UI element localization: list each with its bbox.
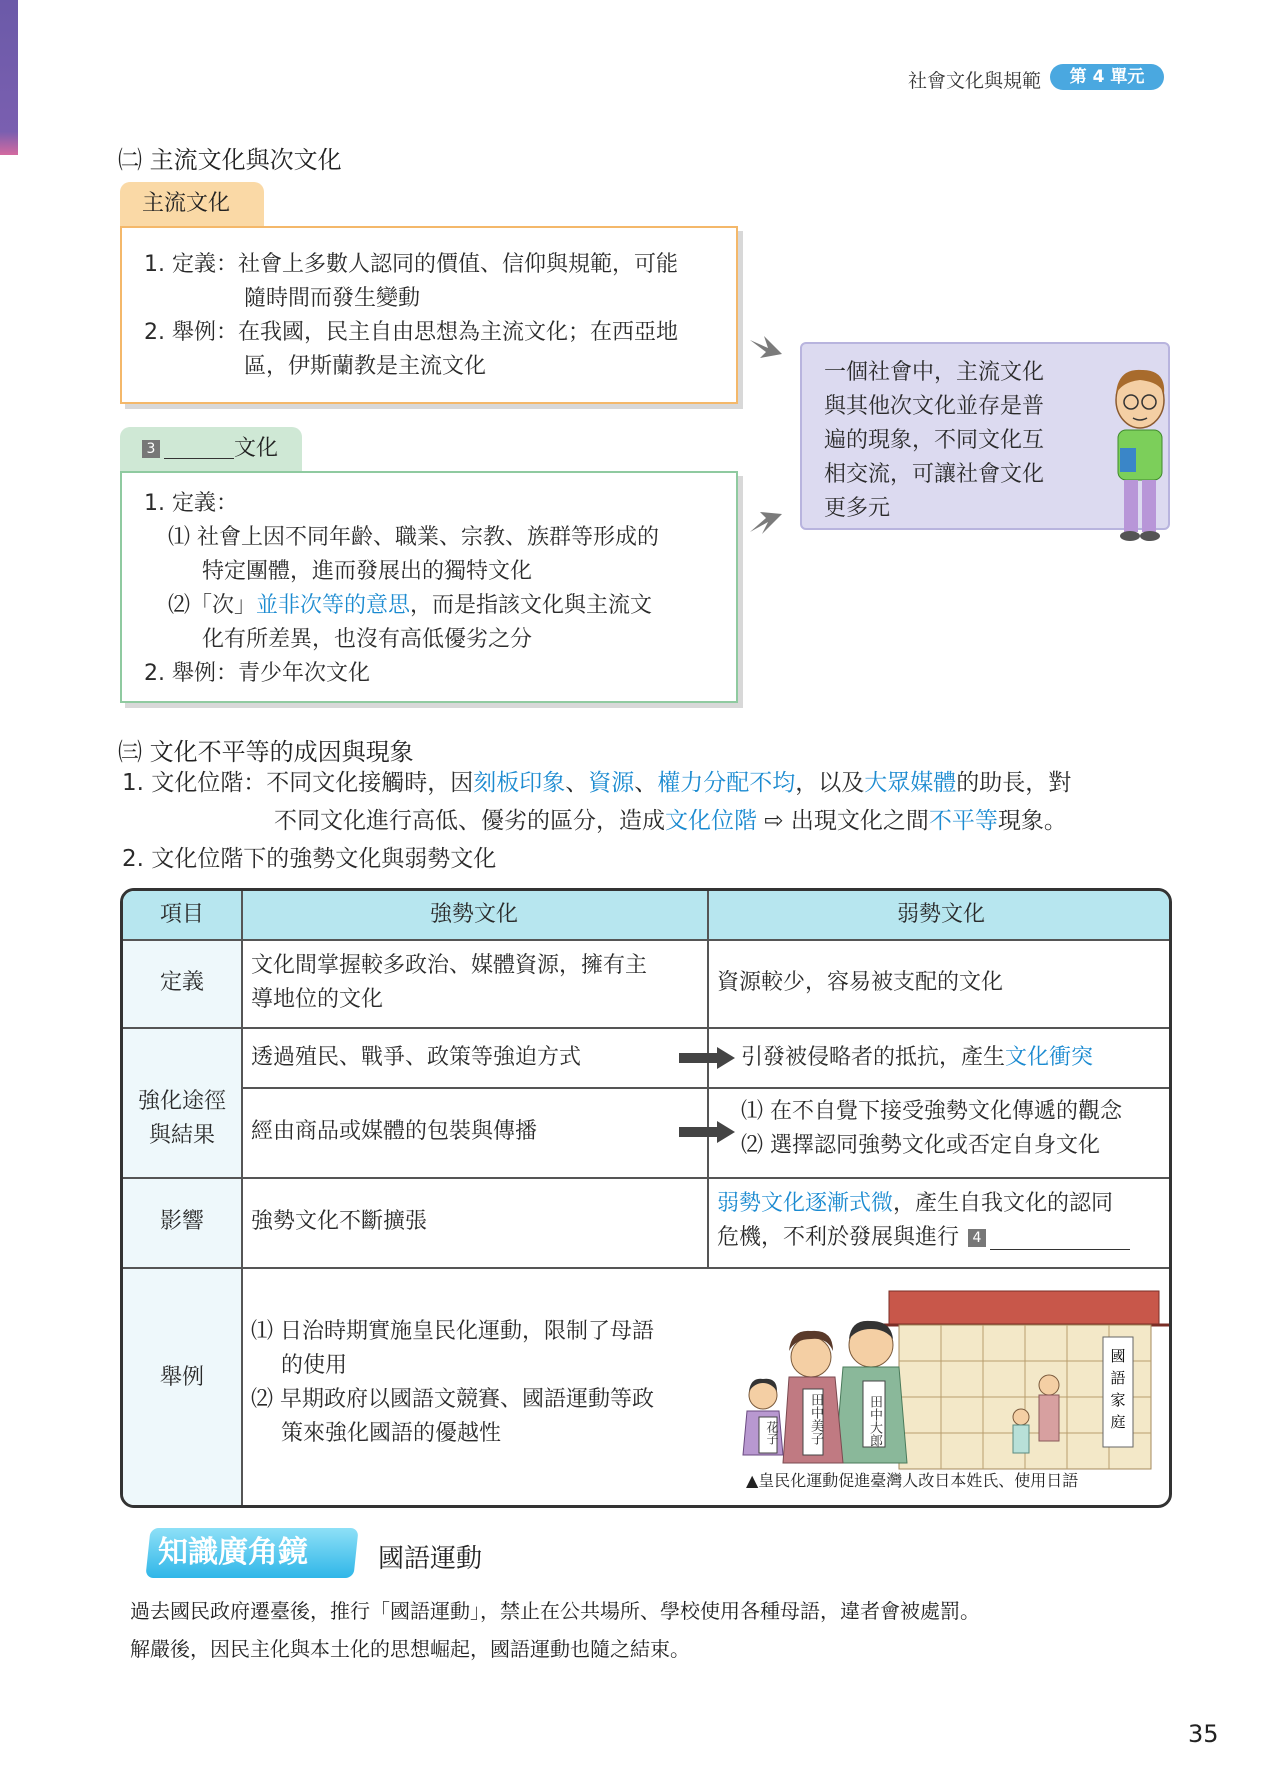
weak-path-result-2: ⑵ 選擇認同強勢文化或否定自身文化: [741, 1133, 1100, 1158]
sub-item1-a: ⑴ 社會上因不同年齡、職業、宗教、族群等形成的: [168, 525, 659, 550]
weak-definition: 資源較少，容易被支配的文化: [717, 970, 1004, 995]
fill-blank-3[interactable]: [164, 433, 234, 459]
keyword-not-inferior: 並非次等的意思: [256, 593, 411, 618]
page-edge-tab: [0, 0, 18, 155]
sub-tab-suffix: 文化: [234, 436, 279, 461]
unit-badge: 第 4 單元: [1050, 64, 1164, 90]
header-item: 項目: [159, 902, 204, 927]
strong-path-coercion: 透過殖民、戰爭、政策等強迫方式: [251, 1045, 582, 1070]
example-line3: ⑵ 早期政府以國語文競賽、國語運動等政: [251, 1387, 654, 1412]
row-label-example: 舉例: [159, 1365, 204, 1390]
section-heading-2: ㈡ 主流文化與次文化: [118, 146, 342, 174]
example-line4: 策來強化國語的優越性: [281, 1421, 502, 1446]
bubble-line-3: 遍的現象，不同文化互: [824, 428, 1045, 453]
keyword-power: 權力分配不均: [657, 770, 796, 796]
example-line1: ⑴ 日治時期實施皇民化運動，限制了母語: [251, 1319, 654, 1344]
svg-text:家: 家: [1110, 1391, 1126, 1409]
section-heading-3: ㈢ 文化不平等的成因與現象: [118, 738, 414, 766]
keyword-inequality: 不平等: [928, 808, 998, 834]
knowledge-badge: 知識廣角鏡: [158, 1535, 308, 1570]
row-label-definition: 定義: [159, 970, 204, 995]
kominka-illustration: [739, 1277, 1169, 1473]
arrow-right-icon: [748, 334, 784, 362]
keyword-cultural-hierarchy: 文化位階: [665, 808, 757, 834]
main-def-line1: 1. 定義：社會上多數人認同的價值、信仰與規範，可能: [144, 252, 678, 277]
keyword-resources: 資源: [588, 770, 635, 796]
row-label-path-2: 與結果: [148, 1123, 215, 1148]
main-culture-box: [120, 226, 738, 404]
strong-weak-heading: 2. 文化位階下的強勢文化與弱勢文化: [122, 846, 497, 872]
strong-definition-1: 文化間掌握較多政治、媒體資源，擁有主: [251, 953, 648, 978]
knowledge-title: 國語運動: [378, 1544, 483, 1574]
main-ex-line1: 2. 舉例：在我國，民主自由思想為主流文化；在西亞地: [144, 320, 678, 345]
teacher-illustration: [1100, 364, 1180, 544]
keyword-stereotype: 刻板印象: [473, 770, 566, 796]
weak-impact-2: 危機，不利於發展與進行 4: [717, 1221, 1130, 1255]
keyword-culture-conflict: 文化衝突: [1005, 1045, 1094, 1070]
sub-def-label: 1. 定義：: [144, 491, 238, 516]
row-label-path-1: 強化途徑: [137, 1089, 226, 1114]
row-label-impact: 影響: [159, 1209, 204, 1234]
main-def-line2: 隨時間而發生變動: [244, 286, 421, 311]
weak-path-result-1: ⑴ 在不自覺下接受強勢文化傳遞的觀念: [741, 1099, 1122, 1124]
arrow-up-right-icon: [748, 508, 784, 536]
bubble-line-4: 相交流，可讓社會文化: [824, 462, 1045, 487]
culture-table: [120, 888, 1172, 1508]
arrow-right-icon: [679, 1121, 735, 1143]
main-ex-line2: 區，伊斯蘭教是主流文化: [244, 354, 487, 379]
placard-mother: 田中美子: [808, 1393, 823, 1445]
sign-home-1: 國: [1110, 1347, 1126, 1365]
sub-item2-b: 化有所差異，也沒有高低優劣之分: [202, 627, 533, 652]
sub-example: 2. 舉例：青少年次文化: [144, 661, 370, 686]
strong-impact: 強勢文化不斷擴張: [251, 1209, 428, 1234]
blank-number-3: 3: [142, 440, 160, 458]
placard-father: 田中大郎: [867, 1395, 882, 1447]
keyword-weak-decline: 弱勢文化逐漸式微: [717, 1191, 894, 1216]
strong-path-media: 經由商品或媒體的包裝與傳播: [251, 1119, 538, 1144]
cultural-hierarchy-line1: 1. 文化位階：不同文化接觸時，因刻板印象、資源、權力分配不均，以及大眾媒體的助長，對: [122, 770, 1072, 796]
weak-impact-1: 弱勢文化逐漸式微，產生自我文化的認同: [717, 1191, 1114, 1216]
bubble-line-5: 更多元: [824, 496, 891, 521]
sub-culture-box: [120, 471, 738, 703]
knowledge-line1: 過去國民政府遷臺後，推行「國語運動」，禁止在公共場所、學校使用各種母語，違者會被處罰。: [130, 1599, 980, 1623]
placard-child: 花子: [765, 1421, 779, 1445]
page-number: 35: [1188, 1720, 1219, 1748]
blank-number-4: 4: [968, 1229, 986, 1247]
tab-sub-culture: [120, 427, 302, 471]
sub-item2-a: ⑵「次」並非次等的意思，而是指該文化與主流文: [168, 593, 653, 618]
weak-path-conflict: 引發被侵略者的抵抗，產生文化衝突: [741, 1045, 1094, 1070]
svg-text:庭: 庭: [1110, 1413, 1126, 1431]
illustration-caption: ▲皇民化運動促進臺灣人改日本姓氏、使用日語: [746, 1471, 1079, 1490]
bubble-line-2: 與其他次文化並存是普: [824, 394, 1045, 419]
svg-text:語: 語: [1110, 1369, 1126, 1387]
header-weak: 弱勢文化: [896, 902, 985, 927]
chapter-title: 社會文化與規範: [908, 70, 1042, 92]
arrow-right-icon: [679, 1047, 735, 1069]
sub-item1-b: 特定團體，進而發展出的獨特文化: [202, 559, 533, 584]
fill-blank-4[interactable]: [990, 1226, 1130, 1250]
example-line2: 的使用: [281, 1353, 348, 1378]
header-strong: 強勢文化: [429, 902, 518, 927]
strong-definition-2: 導地位的文化: [251, 987, 384, 1012]
cultural-hierarchy-line2: 不同文化進行高低、優劣的區分，造成文化位階 ⇨ 出現文化之間不平等現象。: [274, 808, 1067, 834]
keyword-mass-media: 大眾媒體: [864, 770, 957, 796]
tab-main-culture: 主流文化: [120, 182, 264, 226]
bubble-line-1: 一個社會中，主流文化: [824, 360, 1045, 385]
knowledge-line2: 解嚴後，因民主化與本土化的思想崛起，國語運動也隨之結束。: [130, 1637, 690, 1661]
